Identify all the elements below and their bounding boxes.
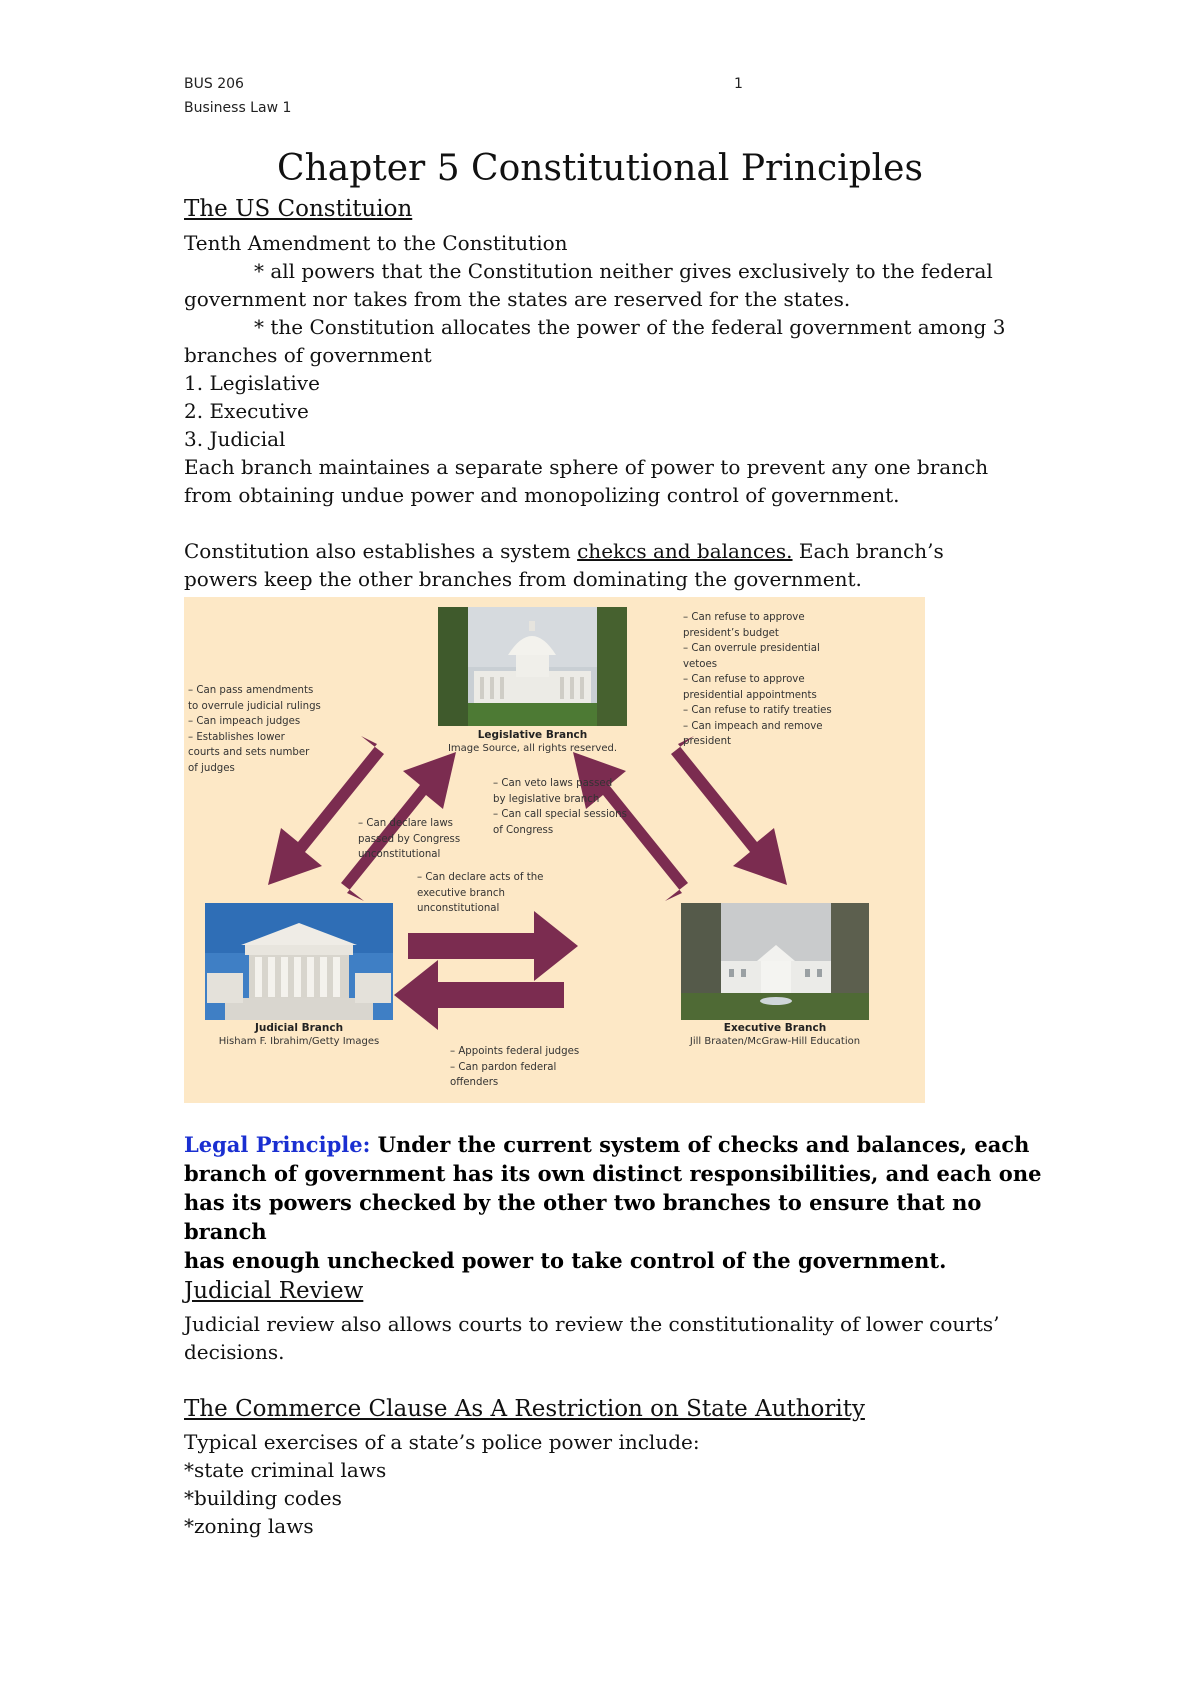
executive-caption-title: Executive Branch <box>723 1022 827 1034</box>
jud-over-leg-text: – Can declare laws passed by Congress unconstitutional <box>358 818 461 860</box>
bullet-three-branches-cont: branches of government <box>184 343 432 367</box>
checks-balances-line-cont: powers keep the other branches from dominating the government. <box>184 567 862 591</box>
separate-sphere-line-cont: from obtaining undue power and monopolizing control of government. <box>184 483 900 507</box>
section-heading-commerce-clause: The Commerce Clause As A Restriction on State Authority <box>184 1396 865 1422</box>
separate-sphere-line: Each branch maintaines a separate sphere of power to prevent any one branch <box>184 455 989 479</box>
police-power-item: *state criminal laws <box>184 1458 387 1482</box>
exec-over-leg-text: – Can veto laws passed by legislative branch – Can call special sessions of Congress <box>493 778 627 836</box>
bullet-powers-reserved-cont: government nor takes from the states are reserved for the states. <box>184 287 851 311</box>
legislative-caption-credit: Image Source, all rights reserved. <box>447 743 618 754</box>
section-heading-judicial-review: Judicial Review <box>184 1278 364 1304</box>
police-power-item: *building codes <box>184 1486 342 1510</box>
bullet-three-branches: * the Constitution allocates the power of the federal government among 3 <box>254 315 1006 339</box>
jud-over-exec-text: – Can declare acts of the executive branch unconstitutional <box>417 872 544 914</box>
checks-balances-line: Constitution also establishes a system chekcs and balances. Each branch’s <box>184 539 944 563</box>
branch-list-item: 2. Executive <box>184 399 309 423</box>
commerce-text: Typical exercises of a state’s police power include: *state criminal laws *building codes *zoning laws <box>184 1428 1034 1540</box>
leg-over-exec-text: – Can refuse to approve president’s budget – Can overrule presidential vetoes – Can refuse to approve presidential appointments – Can refuse to ratify treaties – Can impeach and remove president <box>683 612 832 747</box>
police-power-item: *zoning laws <box>184 1514 314 1538</box>
judicial-review-text: Judicial review also allows courts to review the constitutionality of lower courts’ decisions. <box>184 1312 1000 1364</box>
page-number: 1 <box>734 76 743 92</box>
branch-list-item: 3. Judicial <box>184 427 286 451</box>
page-title: Chapter 5 Constitutional Principles <box>277 148 923 189</box>
checks-balances-term: chekcs and balances. <box>577 539 793 563</box>
judicial-caption-title: Judicial Branch <box>254 1022 344 1034</box>
judicial-caption-credit: Hisham F. Ibrahim/Getty Images <box>218 1036 380 1047</box>
exec-over-jud-text: – Appoints federal judges – Can pardon federal offenders <box>450 1046 580 1088</box>
legislative-caption-title: Legislative Branch <box>477 729 588 741</box>
section1-text <box>184 229 1034 593</box>
header-course: BUS 206 <box>184 76 244 92</box>
checks-and-balances-diagram <box>184 597 925 1103</box>
leg-over-jud-text: – Can pass amendments to overrule judicial rulings – Can impeach judges – Establishes lower courts and sets number of judges <box>188 685 321 774</box>
legal-principle: Legal Principle: Under the current system of checks and balances, each branch of government has its own distinct responsibilities, and each one has its powers checked by the other two branches to ensure that no branch has enough unchecked power to take control of the government. <box>184 1132 1042 1273</box>
legal-principle-label: Legal Principle: <box>184 1132 371 1157</box>
header-subtitle: Business Law 1 <box>184 100 292 116</box>
tenth-amendment-line: Tenth Amendment to the Constitution <box>184 231 568 255</box>
executive-caption-credit: Jill Braaten/McGraw-Hill Education <box>689 1036 861 1047</box>
arrow-legislative-to-executive <box>671 736 787 885</box>
bullet-powers-reserved: * all powers that the Constitution neither gives exclusively to the federal <box>254 259 993 283</box>
section-heading-us-constitution: The US Constituion <box>184 196 413 222</box>
branch-list-item: 1. Legislative <box>184 371 320 395</box>
